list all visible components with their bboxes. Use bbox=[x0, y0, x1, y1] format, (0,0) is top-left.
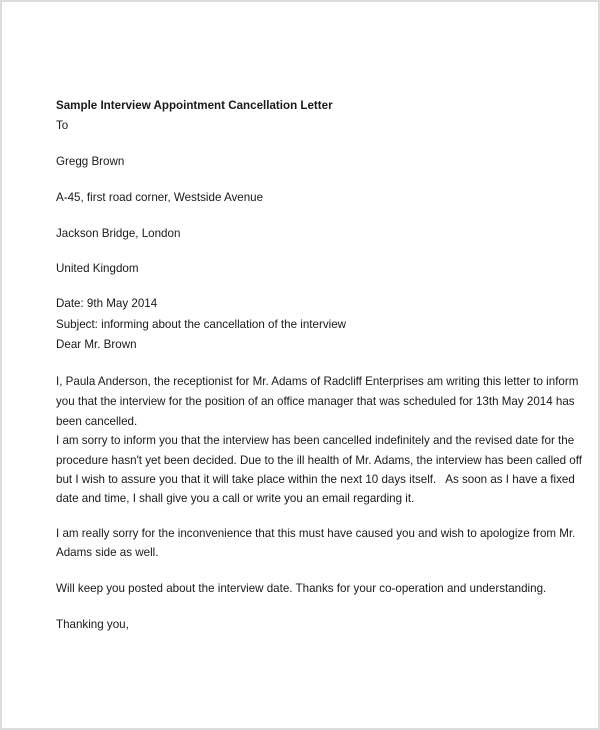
closing: Thanking you, bbox=[56, 618, 129, 631]
paragraph4: Will keep you posted about the interview date. Thanks for your co-operation and understanding. bbox=[56, 582, 547, 595]
recipient-name: Gregg Brown bbox=[56, 155, 125, 168]
paragraph1-line: been cancelled. bbox=[56, 415, 138, 428]
paragraph3-line: Adams side as well. bbox=[56, 546, 159, 559]
paragraph3-line: I am really sorry for the inconvenience that this must have caused you and wish to apologize from Mr. bbox=[56, 527, 576, 540]
paragraph2-line: procedure hasn't yet been decided. Due to the ill health of Mr. Adams, the interview has been called off bbox=[56, 454, 582, 467]
letter-title: Sample Interview Appointment Cancellation Letter bbox=[56, 99, 333, 112]
paragraph2-line: I am sorry to inform you that the interview has been cancelled indefinitely and the revised date for the bbox=[56, 434, 575, 447]
letter-date: Date: 9th May 2014 bbox=[56, 297, 158, 310]
to-label: To bbox=[56, 119, 69, 132]
salutation: Dear Mr. Brown bbox=[56, 338, 137, 351]
paragraph2-line: date and time, I shall give you a call or write you an email regarding it. bbox=[56, 492, 415, 505]
paragraph1-line: you that the interview for the position of an office manager that was scheduled for 13th May 2014 has bbox=[56, 395, 575, 408]
recipient-address-line2: Jackson Bridge, London bbox=[56, 227, 181, 240]
letter-subject: Subject: informing about the cancellation of the interview bbox=[56, 318, 347, 331]
recipient-address-line1: A-45, first road corner, Westside Avenue bbox=[56, 191, 264, 204]
paragraph1-line: I, Paula Anderson, the receptionist for Mr. Adams of Radcliff Enterprises am writing this letter to inform bbox=[56, 375, 579, 388]
recipient-country: United Kingdom bbox=[56, 262, 139, 275]
paragraph2-line: but I wish to assure you that it will take place within the next 10 days itself. As soon as I have a fixed bbox=[56, 473, 575, 486]
